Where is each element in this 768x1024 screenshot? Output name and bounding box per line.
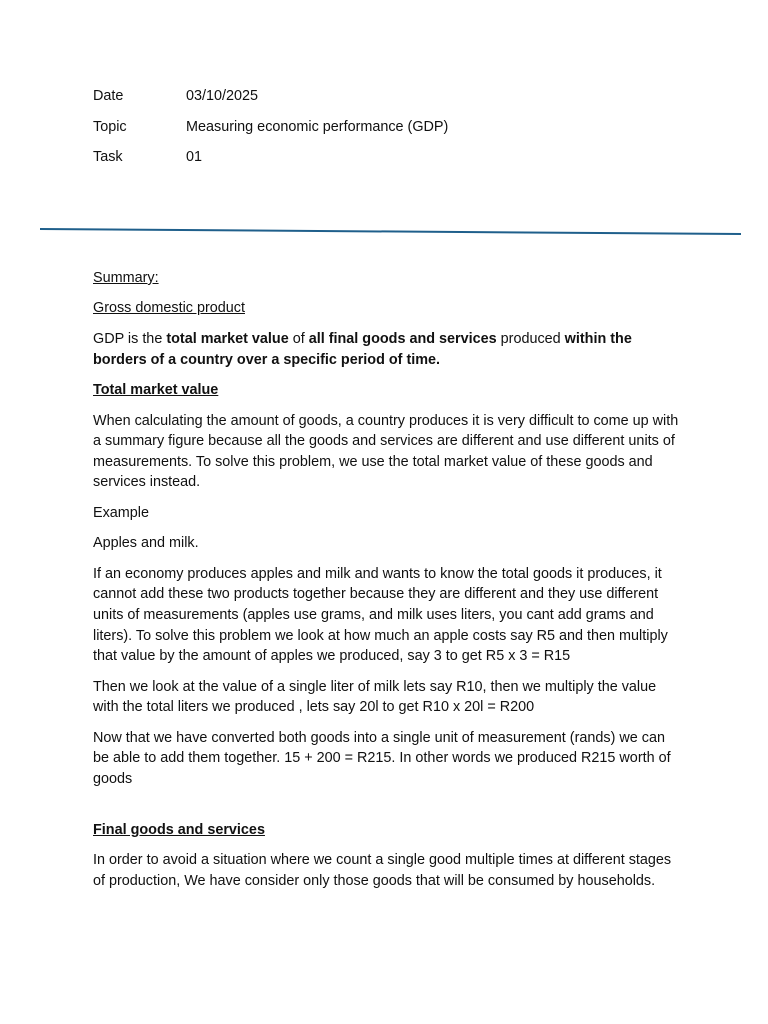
gdp-def-bold-1: total market value	[166, 330, 289, 347]
meta-label-date: Date	[93, 88, 124, 104]
example-paragraph-3: Now that we have converted both goods into a single unit of measurement (rands) we can be able to add them together. 15 + 200 = R215. In other words we produced R215 worth of goods	[93, 729, 671, 787]
meta-value-task: 01	[186, 149, 203, 165]
fgs-heading: Final goods and services	[93, 821, 265, 838]
gdp-def-bold-2: all final goods and services	[308, 330, 497, 347]
meta-label-task: Task	[93, 149, 123, 165]
meta-value-date: 03/10/2025	[186, 88, 259, 104]
gdp-def-text-1: GDP is the	[93, 330, 167, 347]
tmv-heading: Total market value	[93, 382, 219, 399]
example-label: Example	[93, 504, 149, 521]
document-meta-table	[93, 87, 448, 179]
document-body	[93, 268, 683, 902]
divider-line	[40, 229, 741, 234]
example-paragraph-2: Then we look at the value of a single liter of milk lets say R10, then we multiply the value with the total liters we produced , lets say 20l to get R10 x 20l = R200	[93, 678, 657, 716]
summary-heading: Summary:	[93, 270, 159, 286]
gdp-def-text-2: of	[288, 330, 309, 347]
gdp-def-bold-3: within the borders of a country over a specific period of time.	[93, 330, 632, 368]
meta-row-topic	[93, 118, 448, 149]
meta-row-task	[93, 148, 448, 179]
meta-label-topic: Topic	[93, 118, 127, 135]
gdp-heading: Gross domestic product	[93, 300, 245, 317]
gdp-def-text-3: produced	[496, 330, 565, 347]
gdp-definition	[93, 329, 683, 370]
tmv-paragraph: When calculating the amount of goods, a country produces it is very difficult to come up with a summary figure because all the goods and services are different and use different units of measurements. To solve this problem, we use the total market value of these goods and services instead.	[93, 412, 679, 491]
blank-line	[93, 799, 683, 820]
example-paragraph-1: If an economy produces apples and milk and wants to know the total goods it produces, it cannot add these two products together because they are different and they use different units of measurements (apples use grams, and milk uses liters, you cant add grams and liters). To solve this problem we look at how much an apple costs say R5 and then multiply that value by the amount of apples we produced, say 3 to get R5 x 3 = R15	[93, 565, 668, 665]
meta-value-topic: Measuring economic performance (GDP)	[186, 118, 449, 135]
meta-row-date	[93, 87, 448, 118]
fgs-paragraph: In order to avoid a situation where we count a single good multiple times at different stages of production, We have consider only those goods that will be consumed by households.	[93, 852, 672, 890]
example-title: Apples and milk.	[93, 535, 199, 552]
